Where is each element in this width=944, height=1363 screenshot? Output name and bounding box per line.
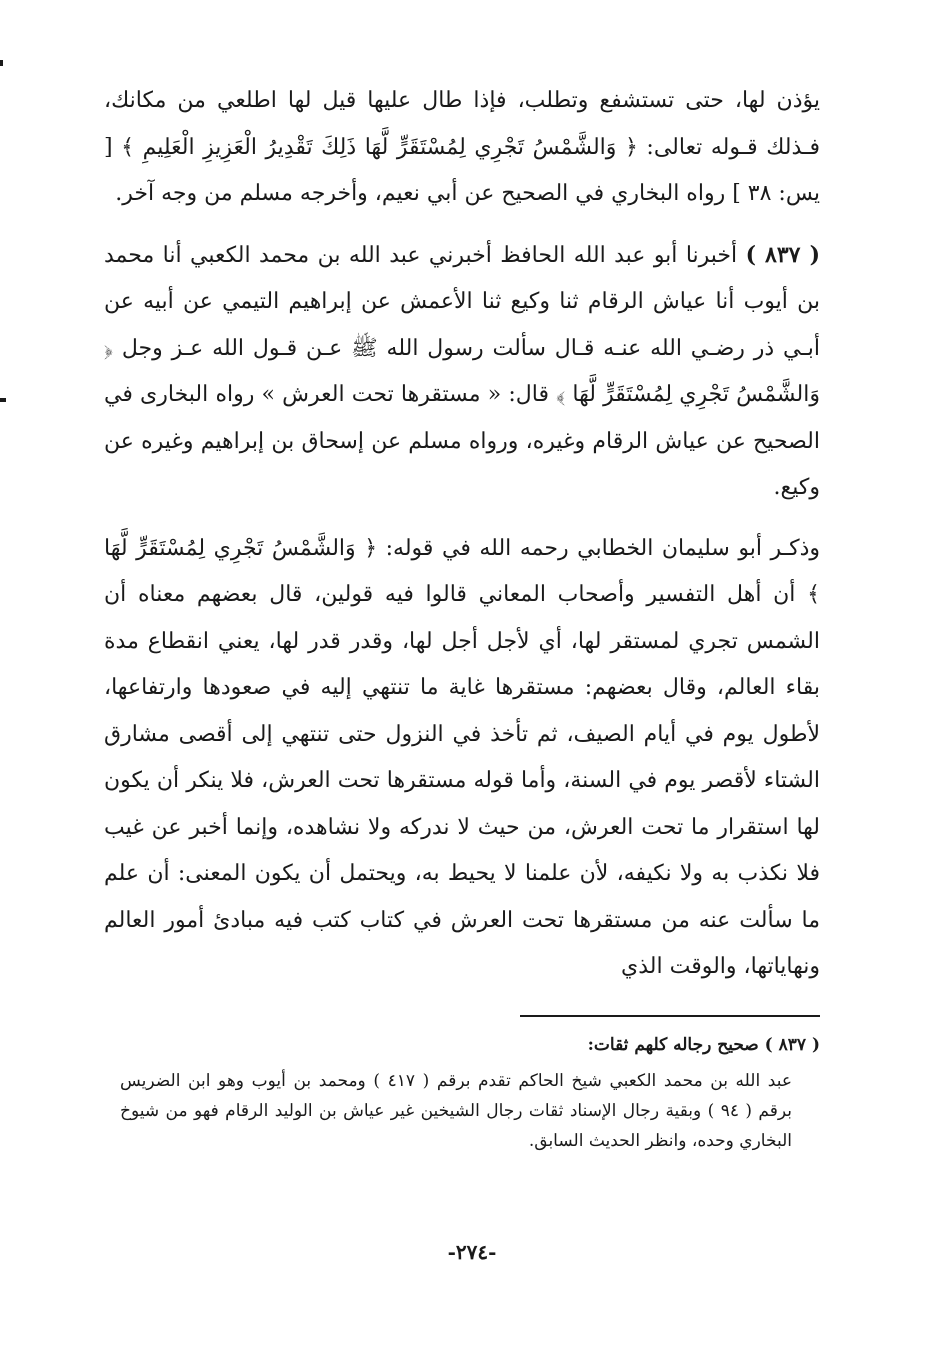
paragraph-continuation: يؤذن لها، حتى تستشفع وتطلب، فإذا طال عليها قيل لها اطلعي من مكانك، فـذلك قـوله تعالى: ﴿ وَالشَّمْسُ تَجْرِي لِمُسْتَقَرٍّ لَّهَا ذَلِكَ تَقْدِيرُ الْعَزِيزِ الْعَلِيمِ ﴾ [ يس: ٣٨ ] رواه البخاري في الصحيح عن أبي نعيم، وأخرجه مسلم من وجه آخر. <box>104 88 820 206</box>
page-number: -٢٧٤- <box>447 1240 497 1264</box>
footnote-divider <box>520 1015 820 1017</box>
scan-mark <box>0 60 3 66</box>
paragraph-hadith-837 <box>104 232 820 512</box>
footnotes <box>120 1030 820 1156</box>
hadith-number: ( ٨٣٧ ) <box>745 241 820 268</box>
main-text <box>104 78 820 991</box>
scan-mark <box>0 398 6 402</box>
paragraph-khattabi-commentary: وذكـر أبو سليمان الخطابي رحمه الله في قوله: ﴿ وَالشَّمْسُ تَجْرِي لِمُسْتَقَرٍّ لَّهَا ﴾ أن أهل التفسير وأصحاب المعاني قالوا فيه قولين، قال بعضهم معناه أن الشمس تجري لمستقر لها، أي لأجل أجل لها، وقدر قدر لها، يعني انقطاع مدة بقاء العالم، وقال بعضهم: مستقرها غاية ما تنتهي إليه في صعودها وارتفاعها، لأطول يوم في أيام الصيف، ثم تأخذ في النزول حتى تنتهي إلى أقصى مشارق الشتاء لأقصر يوم في السنة، وأما قوله مستقرها تحت العرش، فلا ينكر أن يكون لها استقرار ما تحت العرش، من حيث لا ندركه ولا نشاهده، وإنما أخبر عن غيب فلا نكذب به ولا نكيفه، لأن علمنا لا يحيط به، ويحتمل أن يكون المعنى: أن علم ما سألت عنه من مستقرها تحت العرش في كتاب كتب فيه مبادئ أمور العالم ونهاياتها، والوقت الذي <box>104 535 820 979</box>
hadith-text: أخبرنا أبو عبد الله الحافظ أخبرني عبد الله بن محمد الكعبي أنا محمد بن أيوب أنا عياش الرقام ثنا وكيع ثنا الأعمش عن إبراهيم التيمي عن أبيه عن أبـي ذر رضـي الله عنـه قـال سألت رسول الله ﷺ عـن قـول الله عـز وجل ﴿ وَالشَّمْسُ تَجْرِي لِمُسْتَقَرٍّ لَّهَا ﴾ قال: « مستقرها تحت العرش » رواه البخارى في الصحيح عن عياش الرقام وغيره، ورواه مسلم عن إسحاق بن إبراهيم وغيره عن وكيع. <box>104 242 820 500</box>
footnote-text: عبد الله بن محمد الكعبي شيخ الحاكم تقدم برقم ( ٤١٧ ) ومحمد بن أيوب وهو ابن الضريس برقم ( ٩٤ ) وبقية رجال الإسناد ثقات رجال الشيخين غير عياش بن الوليد الرقام فهو من شيوخ البخاري وحده، وانظر الحديث السابق. <box>120 1071 793 1151</box>
footnote-heading: ( ٨٣٧ ) صحيح رجاله كلهم ثقات: <box>587 1035 820 1055</box>
